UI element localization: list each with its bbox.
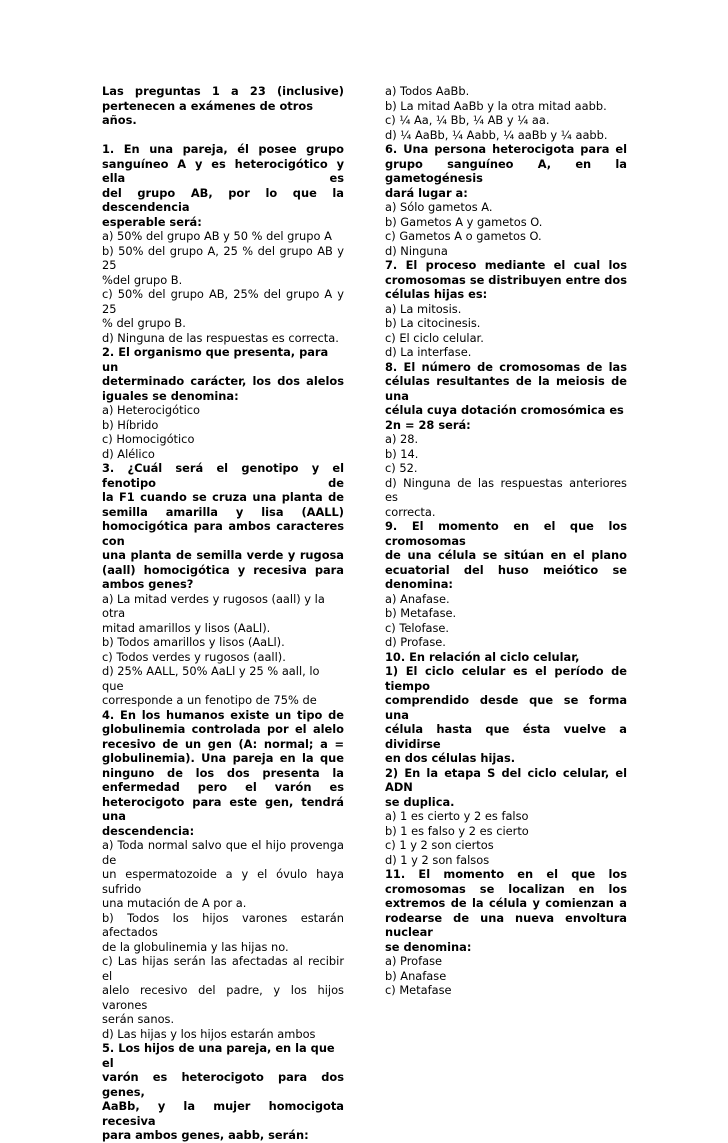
question-text-line: globulinemia controlada por el alelo [102,722,344,736]
question-text-line: la F1 cuando se cruza una planta de [102,490,344,504]
question-text-line: célula cuya dotación cromosómica es [385,403,624,417]
answer-option-line: d) ¼ AaBb, ¼ Aabb, ¼ aaBb y ¼ aabb. [385,127,608,142]
question-text-line: ninguno de los dos presenta la [102,765,344,780]
answer-option-line: mitad amarillos y lisos (AaLl). [102,620,271,635]
answer-option-line: d) Profase. [385,635,446,649]
question-text-line: células hijas es: [385,287,488,301]
question-text-line: pertenecen a exámenes de otros años. [102,98,313,127]
question-text-line: rodearse de una nueva envoltura nuclear [385,910,627,939]
question-text-line: extremos de la célula y comienzan a [385,896,627,910]
question-text-line: Las preguntas 1 a 23 (inclusive) [102,84,344,98]
answer-option-line: c) Homocigótico [102,432,195,446]
question-text-line: enfermedad pero el varón es [102,780,344,794]
answer-option-line: c) Gametos A o gametos O. [385,229,542,243]
answer-option-line: b) La mitad AaBb y la otra mitad aabb. [385,98,607,113]
question-text-line: 8. El número de cromosomas de las [385,359,627,374]
answer-option-line: b) Todos los hijos varones estarán afectados [102,910,344,939]
answer-option-line: corresponde a un fenotipo de 75% de [102,693,317,707]
answer-option-line: a) 28. [385,432,419,446]
answer-option-line: %del grupo B. [102,272,183,287]
answer-option-line: a) Heterocigótico [102,403,200,417]
question-text-line: 1) El ciclo celular es el período de tiempo [385,664,627,693]
question-text-line: denomina: [385,577,453,591]
answer-option-line: b) Gametos A y gametos O. [385,214,543,229]
answer-option-line: d) Alélico [102,446,155,461]
answer-option-line: b) 1 es falso y 2 es cierto [385,823,529,838]
question-text-line: se duplica. [385,794,455,809]
question-text-line: 4. En los humanos existe un tipo de [102,707,344,722]
answer-option-line: c) 50% del grupo AB, 25% del grupo A y 25 [102,287,344,316]
answer-option-line: de la globulinemia y las hijas no. [102,939,289,954]
answer-option-line: a) La mitad verdes y rugosos (aall) y la otra [102,591,325,620]
question-text-line: varón es heterocigoto para dos genes, [102,1070,344,1099]
answer-option-line: c) Todos verdes y rugosos (aall). [102,649,286,664]
answer-option-line: c) Metafase [385,983,452,997]
question-text-line: determinado carácter, los dos alelos [102,374,344,388]
question-text-line: de una célula se sitúan en el plano [385,548,627,562]
answer-option-line: una mutación de A por a. [102,896,247,910]
answer-option-line: b) Metafase. [385,606,457,620]
question-text-line: en dos células hijas. [385,751,516,765]
question-text-line: comprendido desde que se forma una [385,693,627,722]
question-text-line: grupo sanguíneo A, en la gametogénesis [385,156,627,185]
question-text-line: iguales se denomina: [102,388,239,403]
question-text-line: 10. En relación al ciclo celular, [385,649,580,664]
answer-option-line: a) 50% del grupo AB y 50 % del grupo A [102,229,332,243]
answer-option-line: a) Todos AaBb. [385,84,470,98]
answer-option-line: a) Toda normal salvo que el hijo provenga de [102,838,344,867]
answer-option-line: a) Sólo gametos A. [385,200,493,214]
answer-option-line: c) Las hijas serán las afectadas al recibir el [102,954,344,983]
answer-option-line: d) 1 y 2 son falsos [385,852,490,867]
answer-option-line: b) 50% del grupo A, 25 % del grupo AB y 25 [102,243,344,272]
question-text-line: esperable será: [102,214,202,229]
answer-option-line: a) Anafase. [385,591,450,606]
answer-option-line: b) Anafase [385,968,447,983]
answer-option-line: d) Ninguna [385,243,448,258]
answer-option-line: un espermatozoide a y el óvulo haya sufrido [102,867,344,896]
question-text-line: 3. ¿Cuál será el genotipo y el fenotipo de [102,461,344,490]
question-text-line: 7. El proceso mediante el cual los [385,258,627,272]
answer-option-line: d) Ninguna de las respuestas anteriores es [385,475,627,504]
answer-option-line: b) Híbrido [102,417,159,432]
question-text-line: dará lugar a: [385,185,468,200]
answer-option-line: d) La interfase. [385,345,472,359]
question-text-line: 2) En la etapa S del ciclo celular, el ADN [385,765,627,794]
left-column [102,84,344,1143]
answer-option-line: c) El ciclo celular. [385,330,484,345]
question-text-line: células resultantes de la meiosis de una [385,374,627,403]
answer-option-line: alelo recesivo del padre, y los hijos varones [102,983,344,1012]
question-text-line: AaBb, y la mujer homocigota recesiva [102,1099,344,1128]
question-text-line: 2n = 28 será: [385,417,471,432]
answer-option-line: d) Ninguna de las respuestas es correcta. [102,330,339,345]
question-text-line: una planta de semilla verde y rugosa [102,548,344,562]
question-text-line: recesivo de un gen (A: normal; a = [102,736,344,751]
question-text-line: 11. El momento en el que los [385,867,627,881]
answer-option-line: c) 52. [385,461,418,475]
question-text-line: (aall) homocigótica y recesiva para [102,562,344,577]
question-text-line: cromosomas se localizan en los [385,881,627,896]
question-text-line: sanguíneo A y es heterocigótico y ella es [102,156,344,185]
answer-option-line: b) Todos amarillos y lisos (AaLl). [102,635,285,649]
answer-option-line: c) ¼ Aa, ¼ Bb, ¼ AB y ¼ aa. [385,113,550,127]
answer-option-line: a) Profase [385,954,443,968]
answer-option-line: c) Telofase. [385,620,450,635]
answer-option-line: c) 1 y 2 son ciertos [385,838,494,852]
question-text-line: se denomina: [385,939,472,954]
question-text-line: 2. El organismo que presenta, para un [102,345,329,374]
question-text-line: globulinemia). Una pareja en la que [102,751,344,765]
question-text-line: 9. El momento en el que los cromosomas [385,519,627,548]
question-text-line: para ambos genes, aabb, serán: [102,1128,309,1142]
question-text-line: homocigótica para ambos caracteres con [102,519,344,548]
answer-option-line: b) 14. [385,446,419,461]
question-text-line: célula hasta que ésta vuelve a dividirse [385,722,627,751]
question-text-line: 1. En una pareja, él posee grupo [102,142,344,156]
question-text-line: heterocigoto para este gen, tendrá una [102,794,344,823]
answer-option-line: a) La mitosis. [385,301,462,316]
question-text-line: 5. Los hijos de una pareja, en la que el [102,1041,335,1070]
answer-option-line: d) Las hijas y los hijos estarán ambos [102,1026,316,1041]
answer-option-line: serán sanos. [102,1012,175,1026]
answer-option-line: d) 25% AALL, 50% AaLl y 25 % aall, lo que [102,664,320,693]
answer-option-line: b) La citocinesis. [385,316,481,330]
answer-option-line: correcta. [385,504,436,519]
question-text-line: ambos genes? [102,577,194,591]
question-text-line: descendencia: [102,823,195,838]
question-text-line: del grupo AB, por lo que la descendencia [102,185,344,214]
answer-option-line: % del grupo B. [102,316,186,330]
question-text-line: cromosomas se distribuyen entre dos [385,272,627,287]
question-text-line: semilla amarilla y lisa (AALL) [102,504,344,519]
question-text-line: 6. Una persona heterocigota para el [385,142,627,156]
blank-line [102,128,344,143]
right-column [385,84,627,998]
question-text-line: ecuatorial del huso meiótico se [385,562,627,577]
answer-option-line: a) 1 es cierto y 2 es falso [385,809,529,823]
